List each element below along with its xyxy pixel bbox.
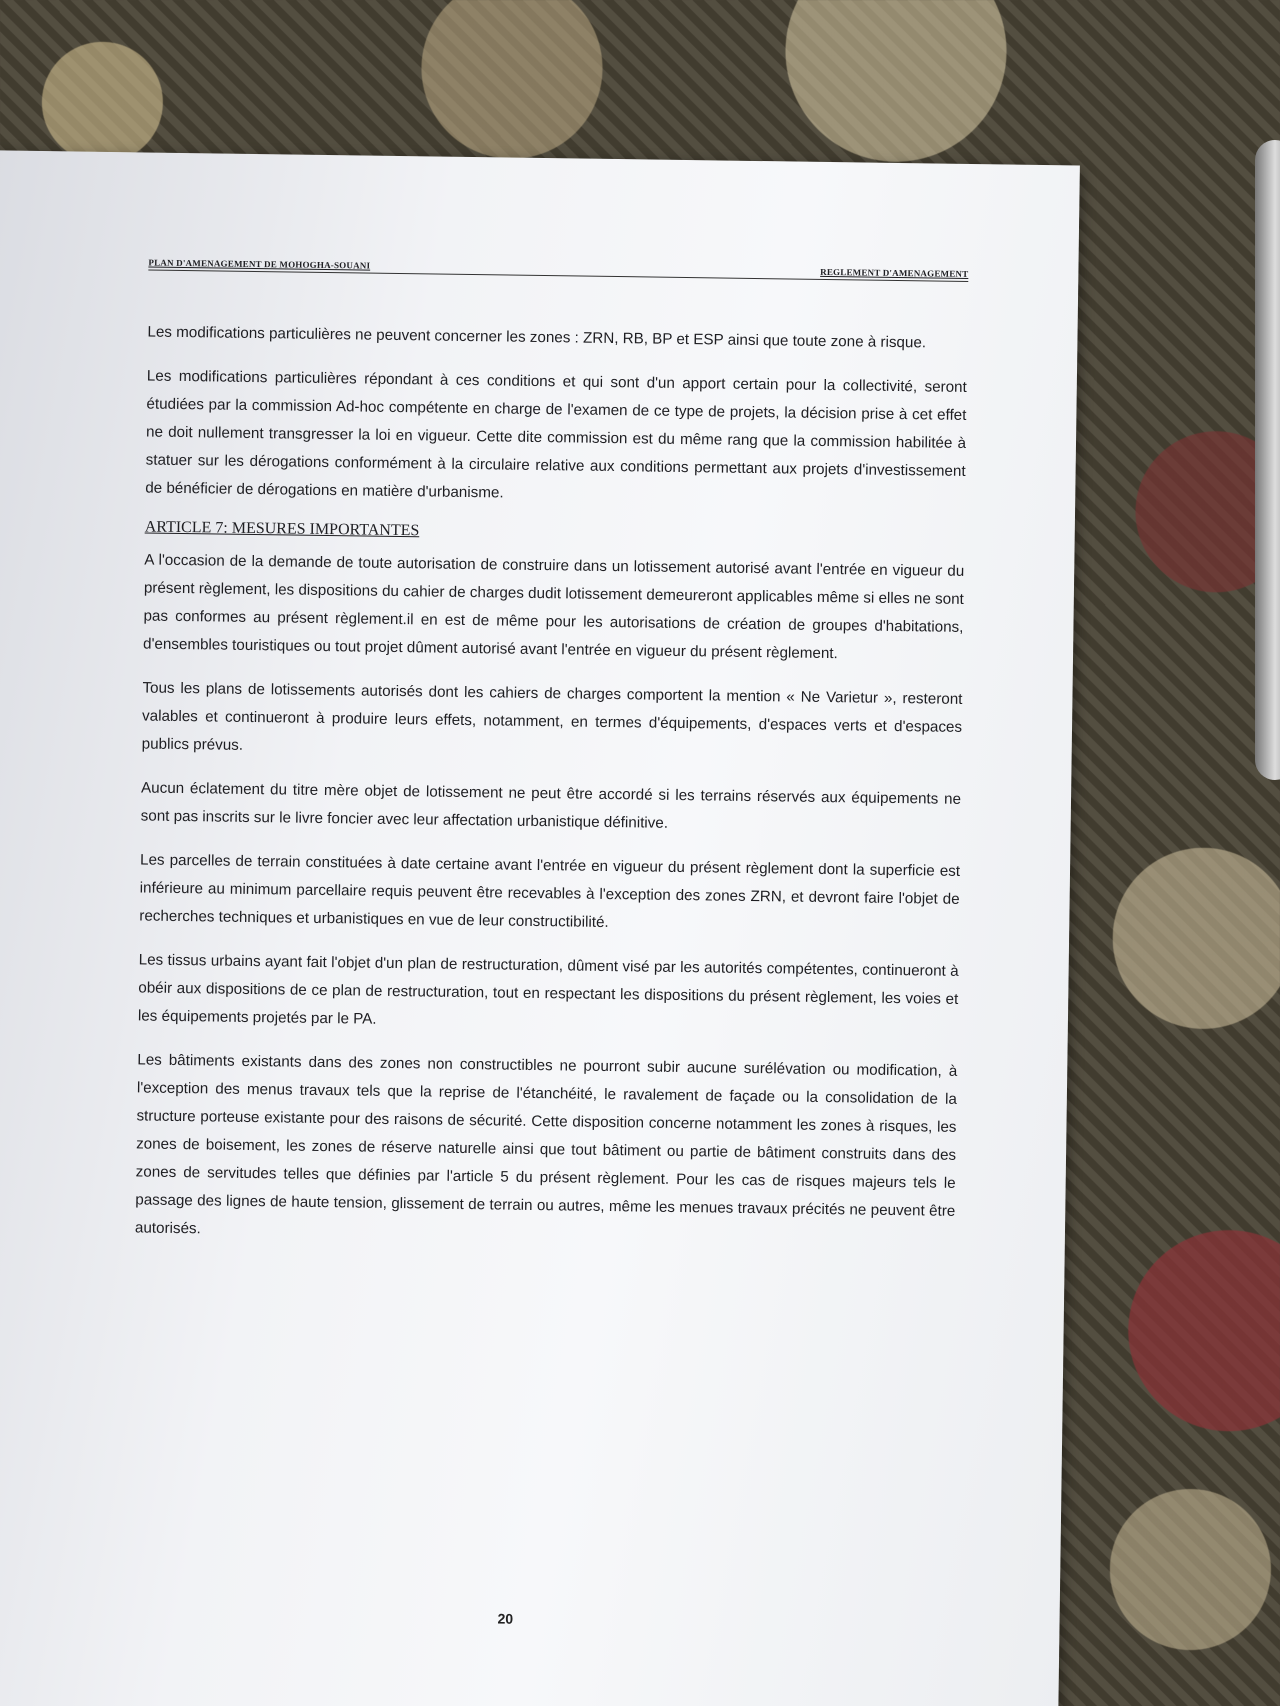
header-right: REGLEMENT D'AMENAGEMENT [820,266,969,279]
paragraph: Les modifications particulières ne peuvent concerner les zones : ZRN, RB, BP et ESP ainsi que toute zone à risque. [147,323,927,352]
header-left: PLAN D'AMENAGEMENT DE MOHOGHA-SOUANI [148,257,371,271]
document-page [0,150,1080,1706]
paragraph: Les bâtiments existants dans des zones non constructibles ne pourront subir aucune surélévation ou modification, à l'exception des menus travaux tels que la reprise de l'étanchéité, le ravalement de façade ou la consolidation de la structure porteuse existante pour des raisons de sécurité. Cette disposition concerne notamment les zones à risques, les zones de boisement, les zones de réserve naturelle ainsi que tout bâtiment ou partie de bâtiment construits dans des zones de servitudes telles que définies par l'article 5 du présent règlement. Pour les cas de risques majeurs tels le passage des lignes de haute tension, glissement de terrain ou autres, même les menues travaux précités ne peuvent être autorisés. [134,1051,958,1238]
metal-spoon-object [1255,140,1280,780]
paragraph: Les modifications particulières répondant à ces conditions et qui sont d'un apport certain pour la collectivité, seront étudiées par la commission Ad-hoc compétente en charge de l'examen de ce type de projets, la décision prise à cet effet ne doit nullement transgresser la loi en vigueur. Cette dite commission est du même rang que la commission habilitée à statuer sur les dérogations conformément à la circulaire relative aux conditions permettant aux projets d'investissement de bénéficier de dérogations en matière d'urbanisme. [145,367,967,502]
body-text [135,318,968,1253]
running-header [148,258,968,282]
paragraph: Tous les plans de lotissements autorisés dont les cahiers de charges comportent la mention « Ne Varietur », resteront valables et continueront à produire leurs effets, notamment, en termes d'équipements, d'espaces verts et d'espaces publics prévus. [141,679,963,754]
page-content [135,258,969,1270]
paragraph: Les tissus urbains ayant fait l'objet d'un plan de restructuration, dûment visé par les autorités compétentes, continueront à obéir aux dispositions de ce plan de restructuration, tout en respectant les dispositions du présent règlement, les voies et les équipements projetés par le PA. [137,951,959,1028]
article-heading: ARTICLE 7: MESURES IMPORTANTES [144,518,420,540]
paragraph: Aucun éclatement du titre mère objet de lotissement ne peut être accordé si les terrains réservés aux équipements ne sont pas inscrits sur le livre foncier avec leur affectation urbanistique définitive. [140,779,962,832]
paragraph: A l'occasion de la demande de toute autorisation de construire dans un lotissement autorisé avant l'entrée en vigueur du présent règlement, les dispositions du cahier de charges dudit lotissement demeureront applicables même si elles ne sont pas conformes au présent règlement.il en est de même pour les autorisations de création de groupes d'habitations, d'ensembles touristiques ou tout projet dûment autorisé avant l'entrée en vigueur du présent règlement. [143,551,965,663]
paragraph: Les parcelles de terrain constituées à date certaine avant l'entrée en vigueur du présent règlement dont la superficie est inférieure au minimum parcellaire requis peuvent être recevables à l'exception des zones ZRN, et devront faire l'objet de recherches techniques et urbanistiques en vue de leur constructibilité. [139,851,961,931]
page-number: 20 [497,1610,514,1627]
